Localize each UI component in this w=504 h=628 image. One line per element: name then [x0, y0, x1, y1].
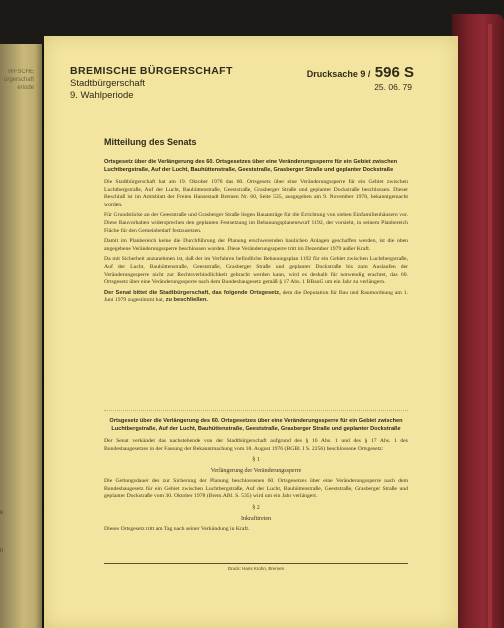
paragraph: Für Grundstücke an der Geeststraße und Grasberger Straße liegen Bauanträge für die Errichtung von sieben Einfamilienhäusern vor. Diese Bauvorhaben widersprechen den geplanten Festsetzung im Bebauungsplanentwurf 1192, der vorsieht, in seinem Planbereich Fläche für den Gemeinbedarf festzusetzen. [104, 212, 408, 234]
paragraph-1-number: § 1 [252, 457, 260, 464]
request-normal: dem die Deputation für Bau und Raumordnung am 1. Juni 1979 zugestimmt hat, [104, 289, 409, 304]
proclamation-intro: Der Senat verkündet das nachstehende von der Stadtbürgerschaft aufgrund des § 16 Abs. 1 und des § 17 Abs. 1 des Bundesbaugesetzes in der Fassung der Bekanntmachung vom 18. August 1976 (BGBl. I S. 2256) beschlossene Ortsgesetz: [104, 438, 408, 452]
organization-name: BREMISCHE BÜRGERSCHAFT [70, 65, 233, 77]
legislative-period: 9. Wahlperiode [70, 90, 134, 101]
body-name: Stadtbürgerschaft [70, 78, 145, 89]
binder-highlight [488, 24, 492, 628]
printer-credit: Druck: Hans Krohn, Bremen [227, 566, 285, 571]
prev-line: ürgerschaft [3, 77, 34, 83]
prev-margin-mark: n [0, 548, 4, 554]
prev-margin-mark: e [0, 510, 4, 516]
senate-request [104, 290, 408, 305]
paragraph: Die Stadtbürgerschaft hat am 19. Oktober 1978 das 60. Ortsgesetz über eine Veränderungssperre für ein Gebiet zwischen Luchtbergstraße, Auf der Lucht, Bauhüttenstraße, Geeststraße, Grasberger Straße und geplanter Dockstraße beschlossen. Dieser Beschluß ist im Amtsblatt der Freien Hansestadt Bremen Nr. 60, Seite 535, ausgegeben am 9. November 1978, bekanntgemacht worden. [104, 179, 408, 208]
request-bold-end: zu beschließen. [164, 297, 208, 304]
page-title: Mitteilung des Senats [104, 137, 197, 147]
section-1 [104, 158, 408, 308]
paragraph-2-text: Dieses Ortsgesetz tritt am Tag nach seiner Verkündung in Kraft. [104, 525, 250, 532]
section-2-heading: Ortsgesetz über die Verlängerung des 60. Ortsgesetzes über eine Veränderungssperre für ein Gebiet zwischen Luchtbergstraße, Auf der Lucht, Bauhüttenstraße, Geeststraße, Grasberger Straße und geplanter Dockstraße [109, 418, 403, 432]
red-binder-cover [452, 14, 504, 628]
paragraph-2-title: Inkrafttreten [241, 515, 271, 522]
prev-line: WFSCHE [8, 69, 34, 75]
paragraph-1-text: Die Geltungsdauer des zur Sicherung der Planung beschlossenen 60. Ortsgesetzes über eine Veränderungssperre nach dem Bundesbaugesetz für ein Gebiet zwischen Luchtbergstraße, Auf der Lucht, Bauhüttenstraße, Geeststraße, Grasberger Straße und geplanter Dockstraße vom 30. Oktober 1978 (Brem.ABl. S. 535) wird um ein Jahr verlängert. [104, 478, 408, 500]
paragraph-1-title: Verlängerung der Veränderungssperre [210, 468, 302, 475]
document-page [44, 36, 458, 628]
doc-label: Drucksache 9 / [306, 69, 371, 79]
section-divider [104, 410, 408, 411]
doc-number: 596 S [374, 64, 414, 81]
paragraph: Da mit Sicherheit anzunehmen ist, daß der im Verfahren befindliche Bebauungsplan 1192 für ein Gebiet zwischen Luchtbergstraße, Auf der Lucht, Bauhüttenstraße, Geeststraße, Grasberger Straße und geplanter Dockstraße bis zum Auslaufen der Veränderungssperre nicht zur Rechtsverbindlichkeit gebracht werden kann, wird es deshalb für notwendig erachtet, das 60. Ortsgesetz über eine Veränderungssperre nach dem Bundesbaugesetz gemäß § 17 Abs. 1 BBauG um ein Jahr zu verlängern. [104, 256, 408, 286]
document-reference [307, 64, 414, 82]
previous-page-text [0, 68, 34, 92]
request-bold: Der Senat bittet die Stadtbürgerschaft, das folgende Ortsgesetz, [104, 289, 281, 296]
paragraph: Damit im Planbereich keine die Durchführung der Planung erschwerenden baulichen Anlagen geschaffen werden, ist die oben angegebene Veränderungssperre beschlossen worden. Diese Veränderungssperre tritt im Dezember 1979 außer Kraft. [104, 238, 408, 252]
paragraph-2-number: § 2 [252, 504, 260, 511]
prev-line: eriode [17, 85, 34, 91]
section-2 [104, 417, 408, 537]
section-1-heading: Ortsgesetz über die Verlängerung des 60. Ortsgesetzes über eine Veränderungssperre für ein Gebiet zwischen Luchtbergstraße, Auf der Lucht, Bauhüttenstraße, Geeststraße, Grasberger Straße und geplanter Dockstraße [104, 159, 398, 173]
document-date: 25. 06. 79 [374, 82, 412, 92]
footer-rule [104, 563, 408, 564]
